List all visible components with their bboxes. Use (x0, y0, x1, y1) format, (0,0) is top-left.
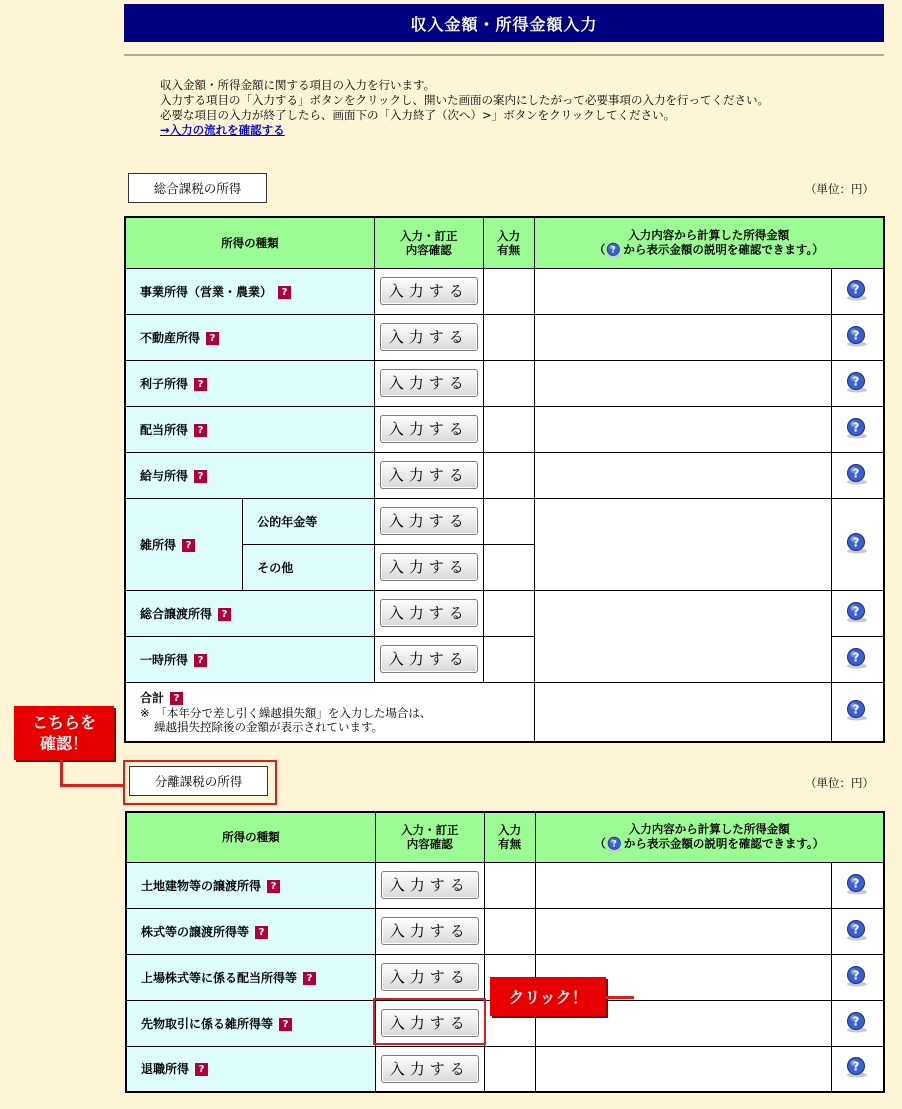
intro-text (160, 78, 769, 138)
click-callout: クリック！ (490, 977, 606, 1016)
help-mark-icon[interactable]: ? (182, 539, 195, 552)
total-amount-cell (534, 682, 831, 742)
help-mark-icon[interactable]: ? (170, 692, 183, 705)
input-button-dividend[interactable]: 入力する (380, 415, 478, 443)
help-mark-icon[interactable]: ? (303, 972, 316, 985)
separate-income-table (125, 811, 885, 1093)
table-row (125, 406, 884, 452)
help-mark-icon[interactable]: ? (267, 880, 280, 893)
amount-help-icon[interactable] (845, 463, 869, 485)
header-amount: 入力内容から計算した所得金額 （ から表示金額の説明を確認できます。） (535, 812, 884, 862)
input-button-interest[interactable]: 入力する (380, 369, 478, 397)
input-button-temporary[interactable]: 入力する (380, 645, 478, 673)
input-button-futures[interactable]: 入力する (381, 1009, 479, 1037)
row-label-business: 事業所得（営業・農業） (140, 284, 273, 299)
amount-help-icon[interactable] (845, 873, 869, 895)
has-input-cell (483, 268, 534, 314)
table-row (125, 314, 884, 360)
help-mark-icon[interactable]: ? (255, 926, 268, 939)
amount-cell (534, 406, 831, 452)
has-input-cell (484, 1046, 535, 1092)
amount-cell (534, 314, 831, 360)
table-row (125, 452, 884, 498)
help-mark-icon[interactable]: ? (279, 1018, 292, 1031)
amount-cell (534, 498, 831, 590)
callout-connector-horizontal (60, 784, 124, 787)
amount-cell (534, 268, 831, 314)
row-label-dividend: 配当所得 (140, 422, 189, 437)
has-input-cell (483, 406, 534, 452)
row-label-futures: 先物取引に係る雑所得等 (141, 1016, 274, 1031)
table-row (126, 908, 884, 954)
amount-help-icon[interactable] (845, 417, 869, 439)
amount-cell (535, 1046, 831, 1092)
amount-help-icon[interactable] (845, 965, 869, 987)
check-here-callout: こちらを 確認！ (14, 706, 114, 760)
input-button-transfer[interactable]: 入力する (380, 599, 478, 627)
highlight-frame-section (123, 760, 277, 805)
input-flow-link[interactable]: →入力の流れを確認する (160, 123, 285, 137)
table-row (125, 498, 884, 544)
input-button-stocks[interactable]: 入力する (381, 917, 479, 945)
has-input-cell (484, 862, 535, 908)
input-button-real-estate[interactable]: 入力する (380, 323, 478, 351)
row-label-misc-other: その他 (257, 560, 294, 575)
row-label-transfer: 総合譲渡所得 (140, 606, 213, 621)
total-note-1: ※ 「本年分で差し引く繰越損失額」を入力した場合は、 (140, 706, 432, 721)
header-amount: 入力内容から計算した所得金額 （ から表示金額の説明を確認できます。） (534, 217, 884, 268)
separate-unit: （単位：円） (805, 776, 874, 790)
help-mark-icon[interactable]: ? (194, 654, 207, 667)
header-income-type: 所得の種類 (125, 217, 374, 268)
row-label-misc-pension: 公的年金等 (257, 514, 318, 529)
amount-help-icon[interactable] (845, 601, 869, 623)
input-button-misc-other[interactable]: 入力する (380, 553, 478, 581)
intro-line-3: 必要な項目の入力が終了したら、画面下の「入力終了（次へ）>」ボタンをクリックしてください。 (160, 108, 676, 122)
has-input-cell (483, 360, 534, 406)
amount-cell (535, 908, 831, 954)
header-confirm: 入力・訂正 内容確認 (374, 217, 483, 268)
title-divider (124, 54, 884, 56)
has-input-cell (483, 590, 534, 636)
input-button-retirement[interactable]: 入力する (381, 1055, 479, 1083)
help-bubble-icon (606, 836, 624, 852)
has-input-cell (483, 498, 534, 544)
amount-help-icon[interactable] (845, 919, 869, 941)
amount-cell (535, 862, 831, 908)
has-input-cell (483, 314, 534, 360)
row-label-retirement: 退職所得 (141, 1062, 190, 1077)
amount-cell (534, 360, 831, 406)
row-label-stocks: 株式等の譲渡所得等 (141, 924, 250, 939)
amount-help-icon[interactable] (845, 532, 869, 554)
amount-help-icon[interactable] (845, 371, 869, 393)
amount-help-icon[interactable] (845, 1056, 869, 1078)
total-row (125, 682, 884, 742)
total-note-2: 繰越損失控除後の金額が表示されています。 (154, 720, 384, 735)
amount-help-icon[interactable] (845, 325, 869, 347)
help-mark-icon[interactable]: ? (206, 332, 219, 345)
help-mark-icon[interactable]: ? (218, 608, 231, 621)
table-row (125, 268, 884, 314)
help-bubble-icon (605, 242, 623, 258)
page-title: 収入金額・所得金額入力 (124, 4, 884, 42)
table-row (125, 590, 884, 636)
header-has-input: 入力 有無 (483, 217, 534, 268)
general-income-table (124, 216, 885, 743)
input-button-listed-dividend[interactable]: 入力する (381, 963, 479, 991)
amount-help-icon[interactable] (845, 647, 869, 669)
callout-connector-vertical (60, 760, 63, 786)
header-confirm: 入力・訂正 内容確認 (375, 812, 484, 862)
help-mark-icon[interactable]: ? (278, 286, 291, 299)
help-mark-icon[interactable]: ? (195, 1063, 208, 1076)
table-row (126, 862, 884, 908)
amount-help-icon[interactable] (845, 1011, 869, 1033)
help-mark-icon[interactable]: ? (194, 424, 207, 437)
row-label-real-estate: 不動産所得 (140, 330, 201, 345)
help-mark-icon[interactable]: ? (194, 378, 207, 391)
click-callout-line (606, 996, 634, 999)
amount-help-icon[interactable] (845, 279, 869, 301)
row-label-listed-dividend: 上場株式等に係る配当所得等 (141, 970, 298, 985)
input-button-misc-pension[interactable]: 入力する (380, 507, 478, 535)
row-label-land: 土地建物等の譲渡所得 (141, 878, 262, 893)
separate-section-label: 分離課税の所得 (129, 766, 268, 796)
row-label-interest: 利子所得 (140, 376, 189, 391)
general-section-label: 総合課税の所得 (128, 173, 267, 203)
input-button-land[interactable]: 入力する (381, 871, 479, 899)
row-label-salary: 給与所得 (140, 468, 189, 483)
has-input-cell (483, 544, 534, 590)
has-input-cell (483, 452, 534, 498)
general-unit: （単位：円） (805, 182, 874, 196)
table-row (125, 360, 884, 406)
highlight-frame-button (373, 998, 486, 1045)
total-label: 合計 (140, 691, 165, 706)
intro-line-2: 入力する項目の「入力する」ボタンをクリックし、開いた画面の案内にしたがって必要事項の入力を行ってください。 (160, 93, 770, 107)
help-mark-icon[interactable]: ? (194, 470, 207, 483)
intro-line-1: 収入金額・所得金額に関する項目の入力を行います。 (160, 78, 436, 92)
table-row (126, 1046, 884, 1092)
header-income-type: 所得の種類 (126, 812, 375, 862)
input-button-business[interactable]: 入力する (380, 277, 478, 305)
row-label-misc: 雑所得 (140, 537, 177, 552)
amount-help-icon[interactable] (845, 699, 869, 721)
has-input-cell (484, 908, 535, 954)
header-has-input: 入力 有無 (484, 812, 535, 862)
amount-cell (534, 590, 831, 682)
has-input-cell (483, 636, 534, 682)
input-button-salary[interactable]: 入力する (380, 461, 478, 489)
amount-cell (534, 452, 831, 498)
row-label-temporary: 一時所得 (140, 652, 189, 667)
